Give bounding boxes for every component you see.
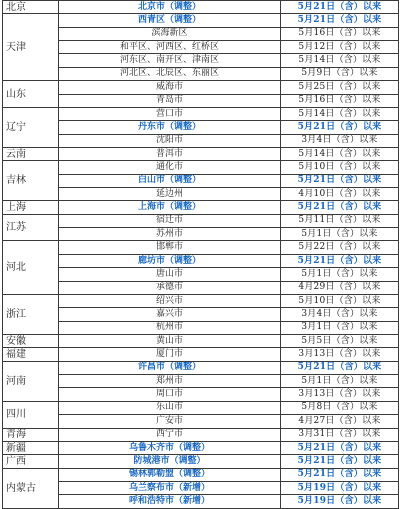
area-cell: 延边州 <box>59 188 281 201</box>
date-cell: 5月10日（含）以来 <box>281 161 399 174</box>
table-row <box>3 174 399 187</box>
date-cell: 5月21日（含）以来 <box>281 361 399 374</box>
area-cell: 黄山市 <box>59 334 281 347</box>
area-cell: 绍兴市 <box>59 294 281 307</box>
province-cell: 云南 <box>3 147 59 160</box>
date-cell: 5月21日（含）以来 <box>281 121 399 134</box>
area-cell: 上海市（调整） <box>59 201 281 214</box>
area-cell: 杭州市 <box>59 321 281 334</box>
area-cell: 许昌市（调整） <box>59 361 281 374</box>
table-row <box>3 107 399 120</box>
province-cell: 福建 <box>3 348 59 361</box>
date-cell: 5月14日（含）以来 <box>281 147 399 160</box>
table-row <box>3 388 399 401</box>
date-cell: 5月14日（含）以来 <box>281 107 399 120</box>
area-cell: 锡林郭勒盟（调整） <box>59 468 281 481</box>
province-cell: 河南 <box>3 361 59 401</box>
travel-history-table <box>2 0 399 509</box>
date-cell: 5月19日（含）以来 <box>281 481 399 494</box>
table-row <box>3 54 399 67</box>
area-cell: 沈阳市 <box>59 134 281 147</box>
date-cell: 5月21日（含）以来 <box>281 201 399 214</box>
area-cell: 乐山市 <box>59 401 281 414</box>
date-cell: 3月31日（含）以来 <box>281 428 399 441</box>
area-cell: 和平区、河西区、红桥区 <box>59 41 281 54</box>
table-row <box>3 321 399 334</box>
province-cell: 江苏 <box>3 214 59 241</box>
table-row <box>3 401 399 414</box>
date-cell: 5月21日（含）以来 <box>281 254 399 267</box>
area-cell: 廊坊市（调整） <box>59 254 281 267</box>
date-cell: 5月10日（含）以来 <box>281 294 399 307</box>
date-cell: 4月10日（含）以来 <box>281 188 399 201</box>
province-cell: 内蒙古 <box>3 468 59 508</box>
table-row <box>3 241 399 254</box>
date-cell: 5月1日（含）以来 <box>281 375 399 388</box>
area-cell: 西青区（调整） <box>59 14 281 27</box>
area-cell: 北京市（调整） <box>59 1 281 14</box>
date-cell: 5月22日（含）以来 <box>281 241 399 254</box>
table-row <box>3 201 399 214</box>
table-row <box>3 294 399 307</box>
date-cell: 3月13日（含）以来 <box>281 348 399 361</box>
date-cell: 5月21日（含）以来 <box>281 468 399 481</box>
table-row <box>3 161 399 174</box>
province-cell: 青海 <box>3 428 59 441</box>
area-cell: 河北区、北辰区、东丽区 <box>59 67 281 80</box>
table-row <box>3 94 399 107</box>
table-row <box>3 308 399 321</box>
date-cell: 5月25日（含）以来 <box>281 81 399 94</box>
province-cell: 广西 <box>3 455 59 468</box>
area-cell: 西宁市 <box>59 428 281 441</box>
area-cell: 苏州市 <box>59 228 281 241</box>
province-cell: 上海 <box>3 201 59 214</box>
table-row <box>3 228 399 241</box>
date-cell: 5月21日（含）以来 <box>281 174 399 187</box>
table-row <box>3 67 399 80</box>
table-row <box>3 415 399 428</box>
table-body <box>3 1 399 509</box>
table-row <box>3 495 399 508</box>
province-cell: 安徽 <box>3 334 59 347</box>
table-row <box>3 41 399 54</box>
province-cell: 吉林 <box>3 161 59 201</box>
area-cell: 白山市（调整） <box>59 174 281 187</box>
province-cell: 天津 <box>3 14 59 81</box>
date-cell: 3月1日（含）以来 <box>281 321 399 334</box>
date-cell: 3月13日（含）以来 <box>281 388 399 401</box>
date-cell: 5月21日（含）以来 <box>281 1 399 14</box>
province-cell: 北京 <box>3 1 59 14</box>
area-cell: 普洱市 <box>59 147 281 160</box>
table-row <box>3 81 399 94</box>
area-cell: 滨海新区 <box>59 27 281 40</box>
date-cell: 5月21日（含）以来 <box>281 455 399 468</box>
date-cell: 5月9日（含）以来 <box>281 67 399 80</box>
table-row <box>3 428 399 441</box>
date-cell: 5月21日（含）以来 <box>281 14 399 27</box>
date-cell: 5月1日（含）以来 <box>281 268 399 281</box>
area-cell: 威海市 <box>59 81 281 94</box>
date-cell: 5月14日（含）以来 <box>281 54 399 67</box>
date-cell: 5月16日（含）以来 <box>281 27 399 40</box>
province-cell: 浙江 <box>3 294 59 334</box>
area-cell: 郑州市 <box>59 375 281 388</box>
area-cell: 营口市 <box>59 107 281 120</box>
table-row <box>3 214 399 227</box>
area-cell: 丹东市（调整） <box>59 121 281 134</box>
area-cell: 河东区、南开区、津南区 <box>59 54 281 67</box>
area-cell: 厦门市 <box>59 348 281 361</box>
province-cell: 四川 <box>3 401 59 428</box>
table-row <box>3 27 399 40</box>
area-cell: 唐山市 <box>59 268 281 281</box>
province-cell: 山东 <box>3 81 59 108</box>
table-row <box>3 468 399 481</box>
area-cell: 呼和浩特市（新增） <box>59 495 281 508</box>
area-cell: 邯郸市 <box>59 241 281 254</box>
date-cell: 3月4日（含）以来 <box>281 308 399 321</box>
table-row <box>3 441 399 454</box>
date-cell: 5月8日（含）以来 <box>281 401 399 414</box>
table-row <box>3 348 399 361</box>
table-row <box>3 254 399 267</box>
date-cell: 5月12日（含）以来 <box>281 41 399 54</box>
date-cell: 5月1日（含）以来 <box>281 228 399 241</box>
area-cell: 周口市 <box>59 388 281 401</box>
area-cell: 承德市 <box>59 281 281 294</box>
area-cell: 嘉兴市 <box>59 308 281 321</box>
table-row <box>3 121 399 134</box>
date-cell: 5月16日（含）以来 <box>281 94 399 107</box>
area-cell: 宿迁市 <box>59 214 281 227</box>
area-cell: 防城港市（调整） <box>59 455 281 468</box>
table-row <box>3 361 399 374</box>
table-row <box>3 268 399 281</box>
table-row <box>3 147 399 160</box>
area-cell: 通化市 <box>59 161 281 174</box>
table-row <box>3 134 399 147</box>
table-row <box>3 375 399 388</box>
table-row <box>3 334 399 347</box>
area-cell: 乌鲁木齐市（调整） <box>59 441 281 454</box>
table-row <box>3 188 399 201</box>
date-cell: 5月5日（含）以来 <box>281 334 399 347</box>
area-cell: 广安市 <box>59 415 281 428</box>
province-cell: 河北 <box>3 241 59 294</box>
province-cell: 新疆 <box>3 441 59 454</box>
table-row <box>3 14 399 27</box>
area-cell: 青岛市 <box>59 94 281 107</box>
date-cell: 5月19日（含）以来 <box>281 495 399 508</box>
date-cell: 5月21日（含）以来 <box>281 441 399 454</box>
table-row <box>3 281 399 294</box>
date-cell: 4月29日（含）以来 <box>281 281 399 294</box>
date-cell: 4月27日（含）以来 <box>281 415 399 428</box>
area-cell: 乌兰察布市（新增） <box>59 481 281 494</box>
table-row <box>3 481 399 494</box>
date-cell: 5月11日（含）以来 <box>281 214 399 227</box>
province-cell: 辽宁 <box>3 107 59 147</box>
table-row <box>3 455 399 468</box>
date-cell: 3月4日（含）以来 <box>281 134 399 147</box>
table-row <box>3 1 399 14</box>
